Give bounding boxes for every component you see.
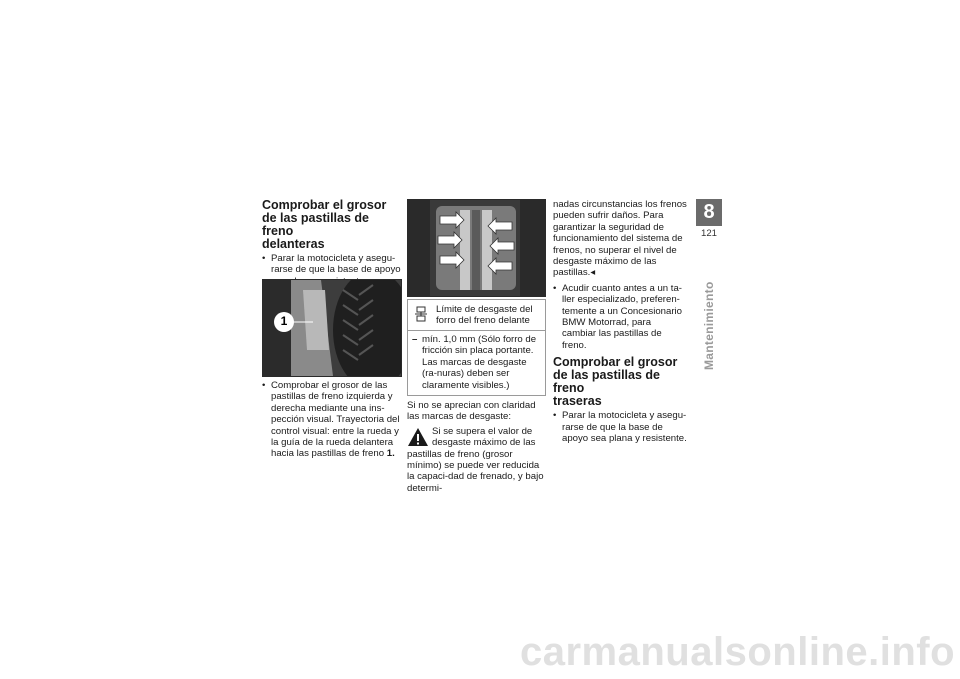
bullet-park-motorcycle: • Parar la motocicleta y asegu-rarse de que la base de apoyo	[262, 253, 402, 287]
chapter-number-tab: 8	[696, 199, 722, 226]
bullet-workshop: • Acudir cuanto antes a un ta-ller especializado, preferen-temente a un Concesionario BMW Motorrad, para cambiar las pastillas de freno.	[553, 283, 687, 351]
wear-limit-value: mín. 1,0 mm (Sólo forro de fricción sin placa portante. Las marcas de desgaste (ra-nuras) deben ser claramente visibles.)	[422, 334, 537, 391]
wear-limit-box	[407, 299, 546, 396]
bullet-visual-check	[262, 380, 402, 460]
watermark: carmanualsonline.info	[520, 630, 956, 674]
front-wheel-photo	[262, 279, 402, 377]
wear-limit-dash: –	[412, 334, 418, 345]
photo-callout-label: 1	[280, 314, 288, 328]
bullet-visual-check-ref: 1.	[386, 448, 395, 460]
warning-continuation: nadas circunstancias los frenos pueden sufrir daños. Para garantizar la seguridad de funcionamiento del sistema de frenos, no superar el nivel de desgaste máximo de las pastillas.◂	[553, 199, 687, 279]
wear-limit-icon	[414, 306, 428, 322]
heading-line: delanteras	[262, 237, 325, 251]
warning-block	[407, 426, 547, 494]
chapter-side-label: Mantenimiento	[702, 281, 716, 370]
wear-limit-divider	[408, 330, 545, 331]
warning-rest: pastillas de freno (grosor mínimo) se puede ver reducida la capaci-dad de frenado, y bajo determi-	[407, 448, 544, 494]
warning-line-1: Si se supera el valor de	[432, 425, 533, 437]
section-heading-rear-pads	[553, 356, 687, 408]
warning-line-2: desgaste máximo de las	[432, 437, 536, 449]
heading-line: Comprobar el grosor	[262, 198, 387, 212]
heading-line: traseras	[553, 394, 602, 409]
warning-icon	[407, 427, 429, 447]
wear-limit-title: Límite de desgaste del forro del freno delante	[436, 304, 533, 327]
heading-line: de las pastillas de freno	[262, 211, 369, 238]
section-heading-front-pads	[262, 199, 402, 251]
column-1	[262, 199, 402, 287]
column-1-lower	[262, 380, 402, 460]
column-2-lower	[407, 400, 547, 494]
bullet-visual-check-text: Comprobar el grosor de las pastillas de freno izquierda y derecha mediante una ins-pección visual. Trayectoria del control visual: entre la rueda y la guía de la rueda delantera hacia las pastillas de freno	[271, 380, 400, 460]
column-3	[553, 199, 687, 445]
brake-pad-illustration	[408, 200, 545, 296]
front-wheel-illustration	[263, 280, 401, 376]
heading-line: de las pastillas de freno	[553, 368, 660, 396]
page-number: 121	[700, 228, 717, 239]
bullet-park-motorcycle-rear: • Parar la motocicleta y asegu-rarse de que la base de apoyo sea plana y resistente.	[553, 410, 687, 444]
wear-marks-paragraph: Si no se aprecian con claridad las marcas de desgaste:	[407, 400, 536, 423]
brake-pad-photo	[407, 199, 546, 297]
heading-line: Comprobar el grosor	[553, 355, 678, 370]
